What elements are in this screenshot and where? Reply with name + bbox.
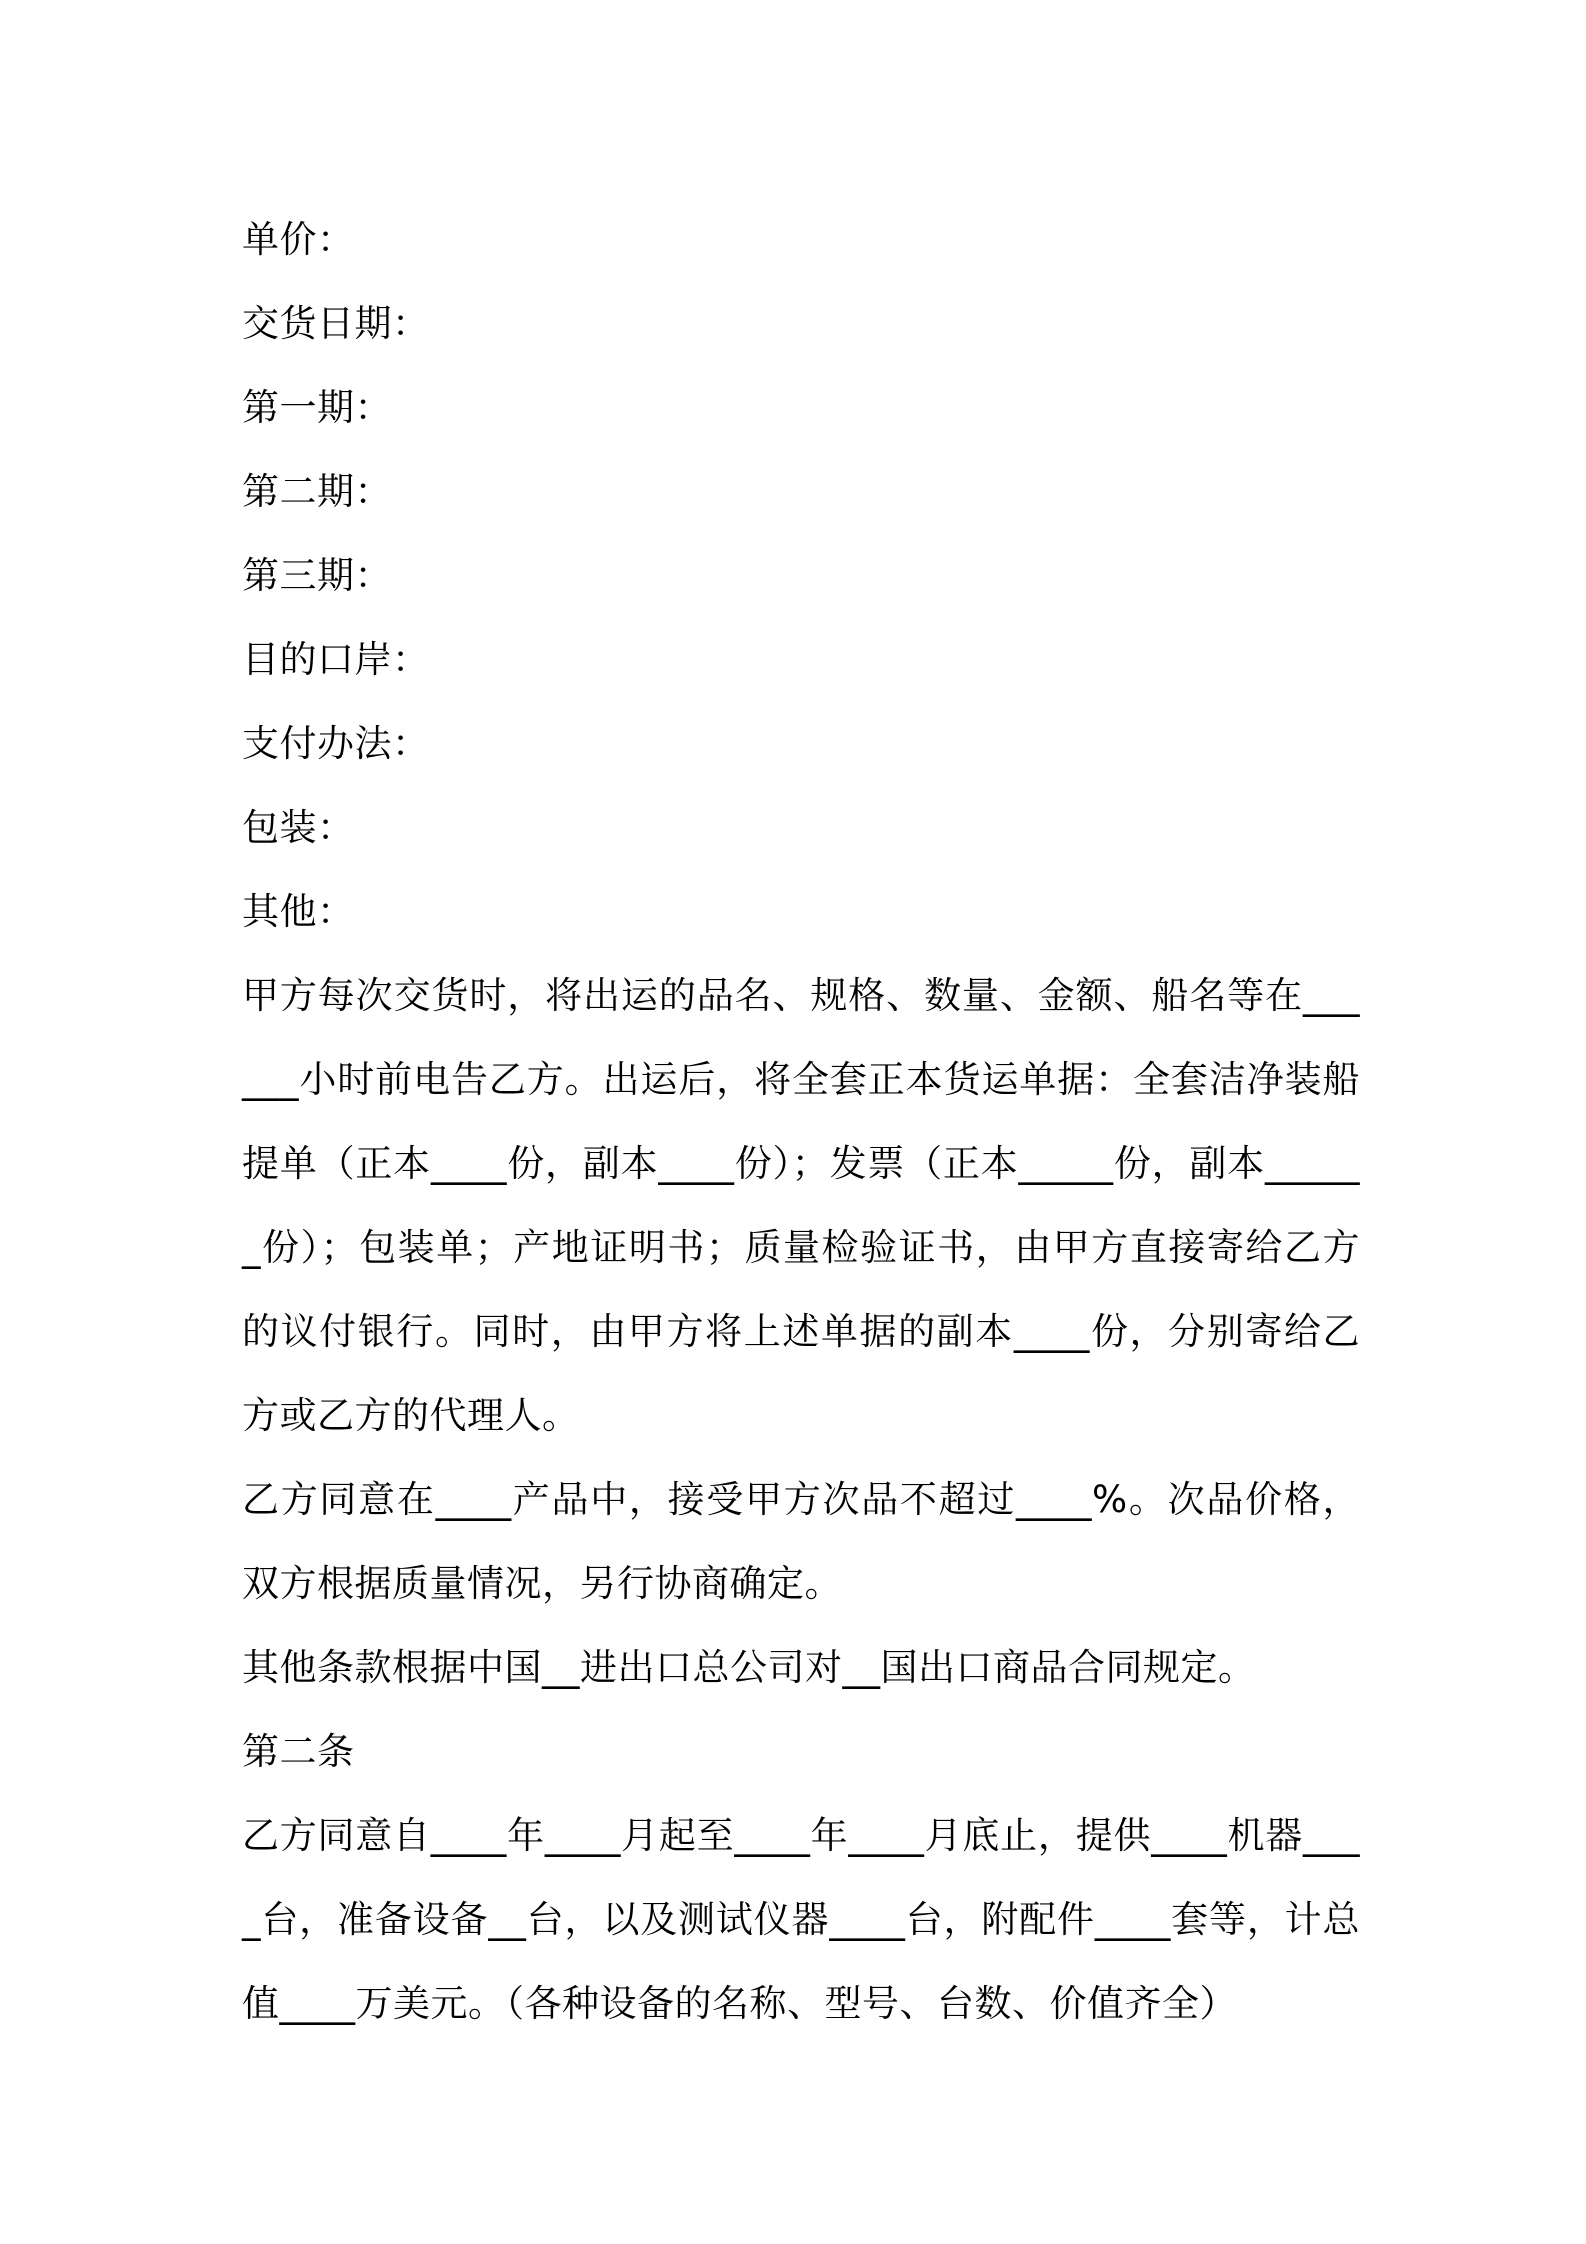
field-packaging: 包装：: [242, 806, 355, 849]
field-phase-two: 第二期：: [242, 470, 392, 513]
field-phase-three: 第三期：: [242, 554, 392, 597]
field-payment-method: 支付办法：: [242, 722, 430, 765]
paragraph-defective-goods: 乙方同意在____产品中，接受甲方次品不超过____%。次品价格，双方根据质量情况，另行协商确定。: [242, 1478, 1360, 1605]
paragraph-shipping-documents: 甲方每次交货时，将出运的品名、规格、数量、金额、船名等在______小时前电告乙方。出运后，将全套正本货运单据：全套洁净装船提单（正本____份，副本____份）；发票（正本_____份，副本______份）；包装单；产地证明书；质量检验证书，由甲方直接寄给乙方的议付银行。同时，由甲方将上述单据的副本____份，分别寄给乙方或乙方的代理人。: [242, 974, 1360, 1437]
field-delivery-date: 交货日期：: [242, 302, 430, 345]
paragraph-equipment-supply: 乙方同意自____年____月起至____年____月底止，提供____机器____台，准备设备__台，以及测试仪器____台，附配件____套等，计总值____万美元。（各种设备的名称、型号、台数、价值齐全）: [242, 1814, 1360, 2025]
field-other: 其他：: [242, 890, 355, 933]
document-body: [242, 198, 1360, 2046]
field-destination-port: 目的口岸：: [242, 638, 430, 681]
paragraph-other-terms: 其他条款根据中国__进出口总公司对__国出口商品合同规定。: [242, 1646, 1256, 1689]
article-heading: 第二条: [242, 1730, 355, 1773]
field-phase-one: 第一期：: [242, 386, 392, 429]
field-unit-price: 单价：: [242, 218, 355, 261]
